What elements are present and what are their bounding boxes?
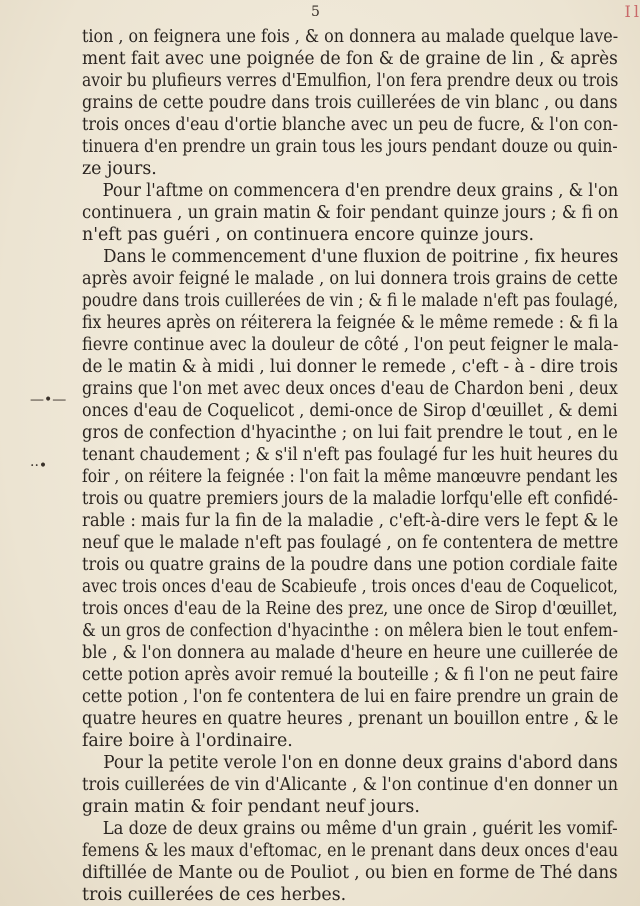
text-line: cette potion après avoir remué la bouteille ; & fi l'on ne peut faire (82, 665, 619, 685)
margin-mark-2: ··• (30, 458, 48, 474)
margin-mark-1: —•— (30, 392, 67, 408)
text-line: de le matin & à midi , lui donner le remede , c'eft - à - dire trois (82, 357, 619, 377)
text-line: trois ou quatre premiers jours de la maladie lorfqu'elle eft confidé- (82, 489, 618, 509)
text-line: Dans le commencement d'une fluxion de poitrine , fix heures (103, 247, 619, 267)
text-line: poudre dans trois cuillerées de vin ; & fi le malade n'eft pas foulagé, (82, 291, 619, 311)
text-line: foir , on réitere la feignée : l'on fait la même manœuvre pendant les (82, 467, 618, 487)
text-line: continuera , un grain matin & foir pendant quinze jours ; & fi on (82, 203, 619, 223)
text-line: quatre heures en quatre heures , prenant un bouillon entre , & le (82, 709, 619, 729)
text-line: après avoir feigné le malade , on lui donnera trois grains de cette (82, 269, 618, 289)
text-line: ze jours. (82, 159, 157, 179)
text-line: faire boire à l'ordinaire. (82, 731, 293, 751)
text-line: trois onces d'eau d'ortie blanche avec un peu de fucre, & l'on con- (82, 115, 618, 135)
text-line: fix heures après on réiterera la feignée & le même remede : & fi la (82, 313, 619, 333)
edge-mark: I l (624, 2, 638, 21)
text-line: grains de cette poudre dans trois cuillerées de vin blanc , ou dans (82, 93, 618, 113)
text-line: grain matin & foir pendant neuf jours. (82, 797, 420, 817)
text-line: trois ou quatre grains de la poudre dans une potion cordiale faite (82, 555, 618, 575)
text-line: Pour la petite verole l'on en donne deux grains d'abord dans (103, 753, 618, 773)
text-line: avec trois onces d'eau de Scabieufe , trois onces d'eau de Coquelicot, (82, 577, 618, 597)
text-line: gros de confection d'hyacinthe ; on lui fait prendre le tout , en le (82, 423, 618, 443)
text-line: femens & les maux d'eftomac, en le prenant dans deux onces d'eau (82, 841, 619, 861)
text-line: cette potion , l'on fe contentera de lui en faire prendre un grain de (82, 687, 619, 707)
text-line: tion , on feignera une fois , & on donnera au malade quelque lave- (82, 27, 619, 47)
text-line: trois cuillerées de vin d'Alicante , & l'on continue d'en donner un (82, 775, 619, 795)
text-line: n'eft pas guéri , on continuera encore quinze jours. (82, 225, 535, 245)
text-line: onces d'eau de Coquelicot , demi-once de Sirop d'œuillet , & demi (82, 401, 618, 421)
text-line: trois cuillerées de ces herbes. (82, 885, 347, 905)
text-line: ment fait avec une poignée de fon & de graine de lin , & après (82, 49, 618, 69)
page-number: 5 (311, 4, 320, 20)
text-line: & un gros de confection d'hyacinthe : on mêlera bien le tout enfem- (82, 621, 618, 641)
text-line: Pour l'aftme on commencera d'en prendre deux grains , & l'on (102, 181, 619, 201)
text-line: tinuera d'en prendre un grain tous les jours pendant douze ou quin- (82, 137, 618, 157)
text-line: diftillée de Mante ou de Pouliot , ou bien en forme de Thé dans (82, 863, 618, 883)
text-line: neuf que le malade n'eft pas foulagé , on fe contentera de mettre (82, 533, 619, 553)
text-line: grains que l'on met avec deux onces d'eau de Chardon beni , deux (82, 379, 618, 399)
body-text (82, 26, 618, 906)
text-line: rable : mais fur la fin de la maladie , c'eft-à-dire vers le fept & le (82, 511, 619, 531)
text-line: avoir bu plufieurs verres d'Emulfion, l'on fera prendre deux ou trois (82, 71, 619, 91)
text-line: fievre continue avec la douleur de côté , l'on peut feigner le mala- (82, 335, 619, 355)
text-line: tenant chaudement ; & s'il n'eft pas foulagé fur les huit heures du (82, 445, 619, 465)
text-line: La doze de deux grains ou même d'un grain , guérit les vomif- (102, 819, 618, 839)
text-line: trois onces d'eau de la Reine des prez, une once de Sirop d'œuillet, (82, 599, 618, 619)
text-line: ble , & l'on donnera au malade d'heure en heure une cuillerée de (82, 643, 619, 663)
